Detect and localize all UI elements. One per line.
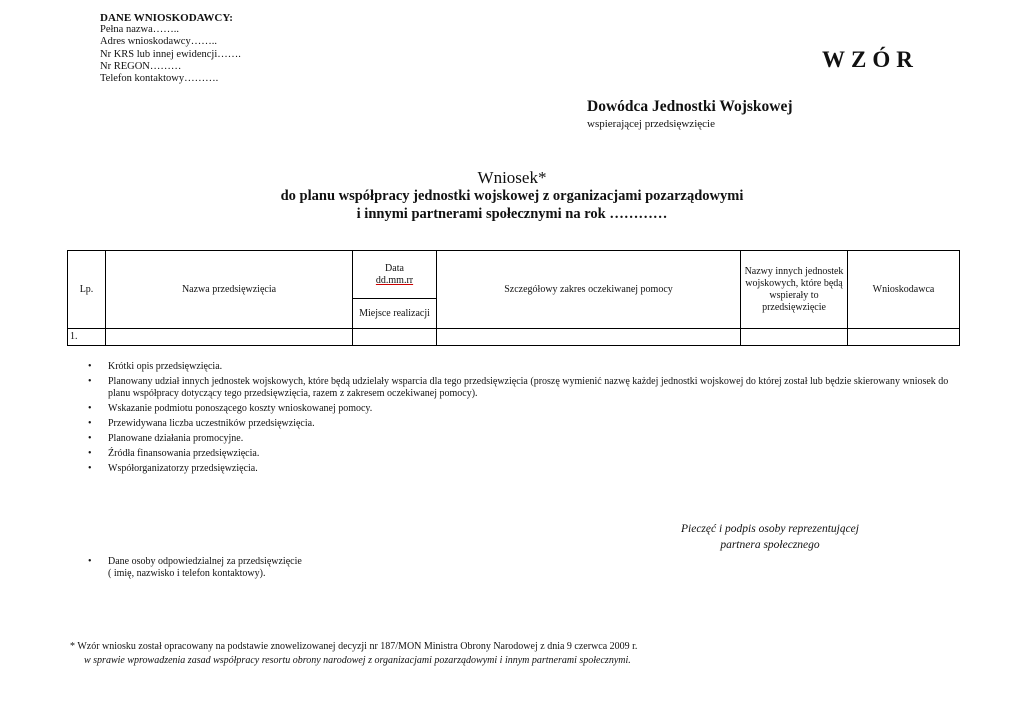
contact-person-list	[88, 556, 968, 583]
header-place: Miejsce realizacji	[353, 299, 437, 329]
footnote-line2: w sprawie wprowadzenia zasad współpracy resortu obrony narodowej z organizacjami pozarządowymi i innym partnerami społecznymi.	[84, 655, 631, 666]
list-item: • Planowane działania promocyjne.	[88, 432, 244, 444]
list-item: • Współorganizatorzy przedsięwzięcia.	[88, 462, 258, 474]
application-table	[67, 250, 960, 346]
signature-line2: partnera społecznego	[720, 539, 820, 551]
bullet-icon: •	[88, 417, 92, 429]
row-scope-cell	[437, 329, 741, 346]
applicant-address-line: Adres wnioskodawcy……..	[100, 36, 217, 48]
applicant-krs-line: Nr KRS lub innej ewidencji…….	[100, 48, 241, 60]
template-stamp: WZÓR	[822, 47, 919, 72]
contact-line2: ( imię, nazwisko i telefon kontaktowy).	[108, 568, 266, 580]
bullet-icon: •	[88, 462, 92, 474]
header-date	[353, 251, 437, 299]
footnote	[70, 640, 637, 668]
row-lp-cell: 1.	[68, 329, 106, 346]
signature-caption	[620, 521, 920, 553]
list-item: • Przewidywana liczba uczestników przedsięwzięcia.	[88, 417, 315, 429]
document-title: Wniosek*	[477, 168, 547, 187]
header-applicant: Wnioskodawca	[848, 251, 960, 329]
bullet-icon: •	[88, 447, 92, 459]
bullet-icon: •	[88, 361, 92, 372]
contact-line1: Dane osoby odpowiedzialnej za przedsięwzięcie	[108, 556, 302, 567]
row-date-cell	[353, 329, 437, 346]
header-date-format: dd.mm.rr	[375, 274, 414, 286]
addressee-title: Dowódca Jednostki Wojskowej	[587, 98, 793, 115]
requirements-list	[88, 361, 968, 478]
bullet-icon: •	[88, 432, 92, 444]
document-title-block	[0, 168, 1024, 223]
header-scope: Szczegółowy zakres oczekiwanej pomocy	[437, 251, 741, 329]
row-units-cell	[741, 329, 848, 346]
addressee-subtitle: wspierającej przedsięwzięcie	[587, 118, 715, 130]
header-event-name: Nazwa przedsięwzięcia	[106, 251, 353, 329]
list-item: • Krótki opis przedsięwzięcia.	[88, 361, 223, 372]
row-name-cell	[106, 329, 353, 346]
list-item: • Źródła finansowania przedsięwzięcia.	[88, 447, 260, 459]
bullet-icon: •	[88, 375, 92, 387]
applicant-heading: DANE WNIOSKODAWCY:	[100, 12, 233, 24]
signature-line1: Pieczęć i podpis osoby reprezentującej	[681, 523, 859, 535]
applicant-full-name-line: Pełna nazwa……..	[100, 24, 180, 36]
footnote-line1: * Wzór wniosku został opracowany na podstawie znowelizowanej decyzji nr 187/MON Ministra Obrony Narodowej z dnia 9 czerwca 2009 r.	[70, 641, 638, 652]
document-subtitle-line2: i innymi partnerami społecznymi na rok …………	[356, 206, 668, 222]
bullet-icon: •	[88, 403, 92, 415]
table-row	[68, 329, 960, 346]
header-date-label: Data	[385, 262, 404, 274]
applicant-data-block	[100, 12, 241, 85]
list-item	[88, 556, 968, 581]
list-item: • Planowany udział innych jednostek wojskowych, które będą udzielały wsparcia dla tego przedsięwzięcia (proszę wymienić nazwę każdej jednostki wojskowej do której został lub będzie skierowany wniosek do planu współpracy dotyczący tego przedsięwzięcia, razem z zakresem oczekiwanej pomocy).	[88, 375, 949, 400]
document-subtitle-line1: do planu współpracy jednostki wojskowej z organizacjami pozarządowymi	[280, 188, 744, 204]
list-item: • Wskazanie podmiotu ponoszącego koszty wnioskowanej pomocy.	[88, 403, 373, 415]
applicant-phone-line: Telefon kontaktowy……….	[100, 73, 219, 85]
header-supporting-units: Nazwy innych jednostek wojskowych, które będą wspierały to przedsięwzięcie	[741, 251, 848, 329]
header-lp: Lp.	[68, 251, 106, 329]
bullet-icon: •	[88, 556, 92, 567]
row-applicant-cell	[848, 329, 960, 346]
table-header-row	[68, 251, 960, 299]
applicant-regon-line: Nr REGON………	[100, 60, 182, 72]
addressee-block	[587, 98, 793, 130]
